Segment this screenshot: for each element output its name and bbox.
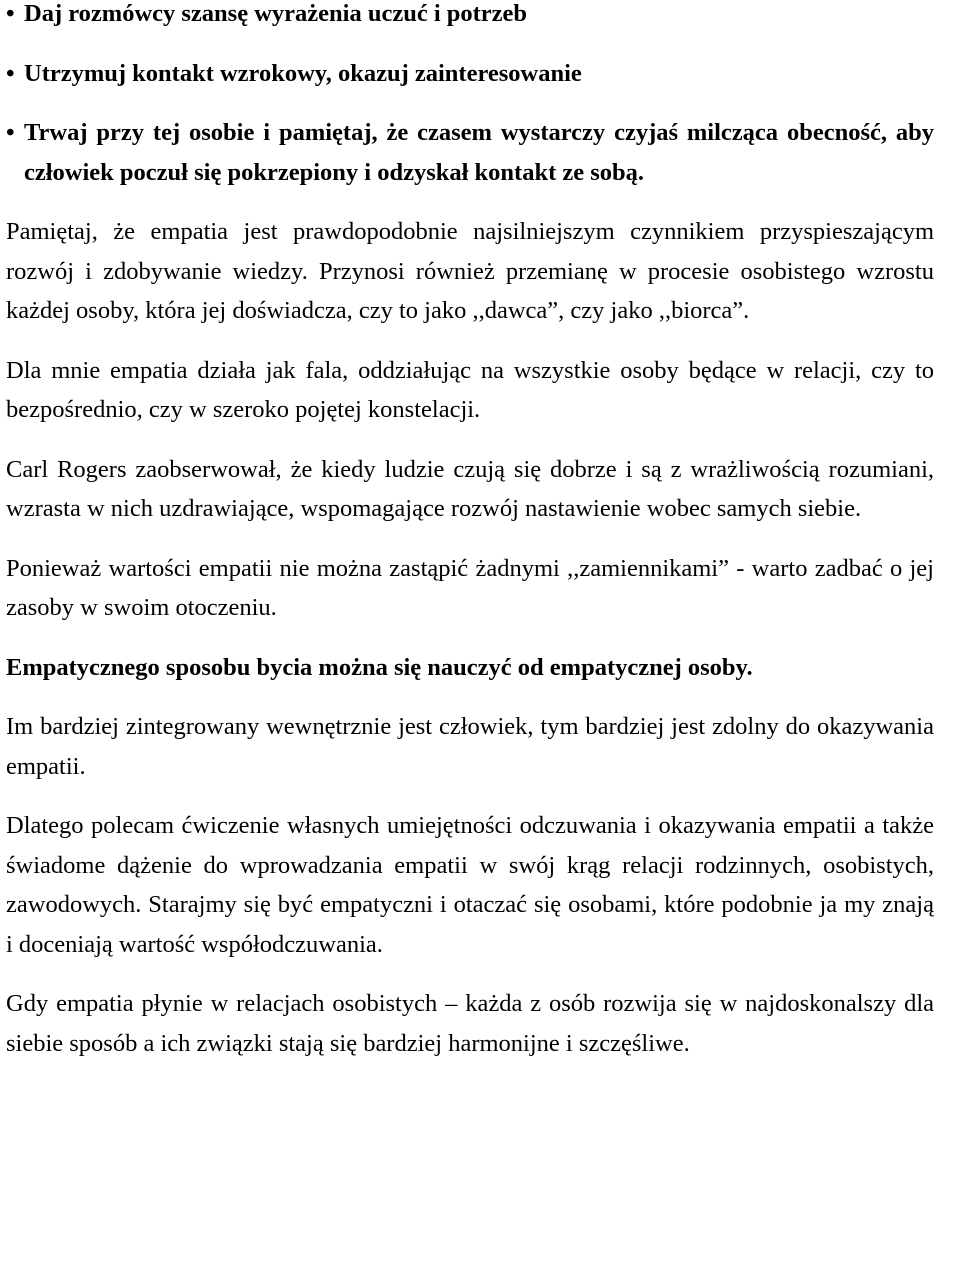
paragraph-empatia-rozwoj: Pamiętaj, że empatia jest prawdopodobnie najsilniejszym czynnikiem przyspieszającym rozwój i zdobywanie wiedzy. Przynosi również przemianę w procesie osobistego wzrostu każdej osoby, która jej doświadcza, czy to jako ,,dawca”, czy jako ,,biorca”.	[6, 218, 934, 324]
paragraph-polecam: Dlatego polecam ćwiczenie własnych umiejętności odczuwania i okazywania empatii a także świadome dążenie do wprowadzania empatii w swój krąg relacji rodzinnych, osobistych, zawodowych. Starajmy się być empatyczni i otaczać się osobami, które podobnie ja my znają i doceniają wartość współodczuwania.	[6, 812, 934, 958]
paragraph-gdy-empatia: Gdy empatia płynie w relacjach osobistych – każda z osób rozwija się w najdoskonalszy dla siebie sposób a ich związki stają się bardziej harmonijne i szczęśliwe.	[6, 990, 934, 1057]
bullet-text: Trwaj przy tej osobie i pamiętaj, że czasem wystarczy czyjaś milcząca obecność, aby człowiek poczuł się pokrzepiony i odzyskał kontakt ze sobą.	[24, 119, 934, 186]
paragraph-zamienniki: Ponieważ wartości empatii nie można zastąpić żadnymi ,,zamiennikami” - warto zadbać o jej zasoby w swoim otoczeniu.	[6, 554, 934, 621]
document-page	[6, 0, 934, 1063]
paragraph-zintegrowany: Im bardziej zintegrowany wewnętrznie jest człowiek, tym bardziej jest zdolny do okazywania empatii.	[6, 713, 934, 780]
bullet-text: Utrzymuj kontakt wzrokowy, okazuj zainteresowanie	[24, 59, 582, 87]
bullet-item	[6, 113, 934, 192]
bullet-dot-icon: •	[6, 59, 15, 87]
bullet-text: Daj rozmówcy szansę wyrażenia uczuć i potrzeb	[24, 0, 528, 27]
paragraph-bold-statement: Empatycznego sposobu bycia można się nauczyć od empatycznej osoby.	[6, 653, 753, 681]
bullet-dot-icon: •	[6, 119, 15, 146]
bullet-item	[6, 0, 934, 34]
bullet-item	[6, 54, 934, 94]
bullet-dot-icon: •	[6, 0, 15, 27]
paragraph-empatia-fala: Dla mnie empatia działa jak fala, oddziałując na wszystkie osoby będące w relacji, czy to bezpośrednio, czy w szeroko pojętej konstelacji.	[6, 356, 934, 423]
paragraph-carl-rogers: Carl Rogers zaobserwował, że kiedy ludzie czują się dobrze i są z wrażliwością rozumiani, wzrasta w nich uzdrawiające, wspomagające rozwój nastawienie wobec samych siebie.	[6, 455, 934, 522]
